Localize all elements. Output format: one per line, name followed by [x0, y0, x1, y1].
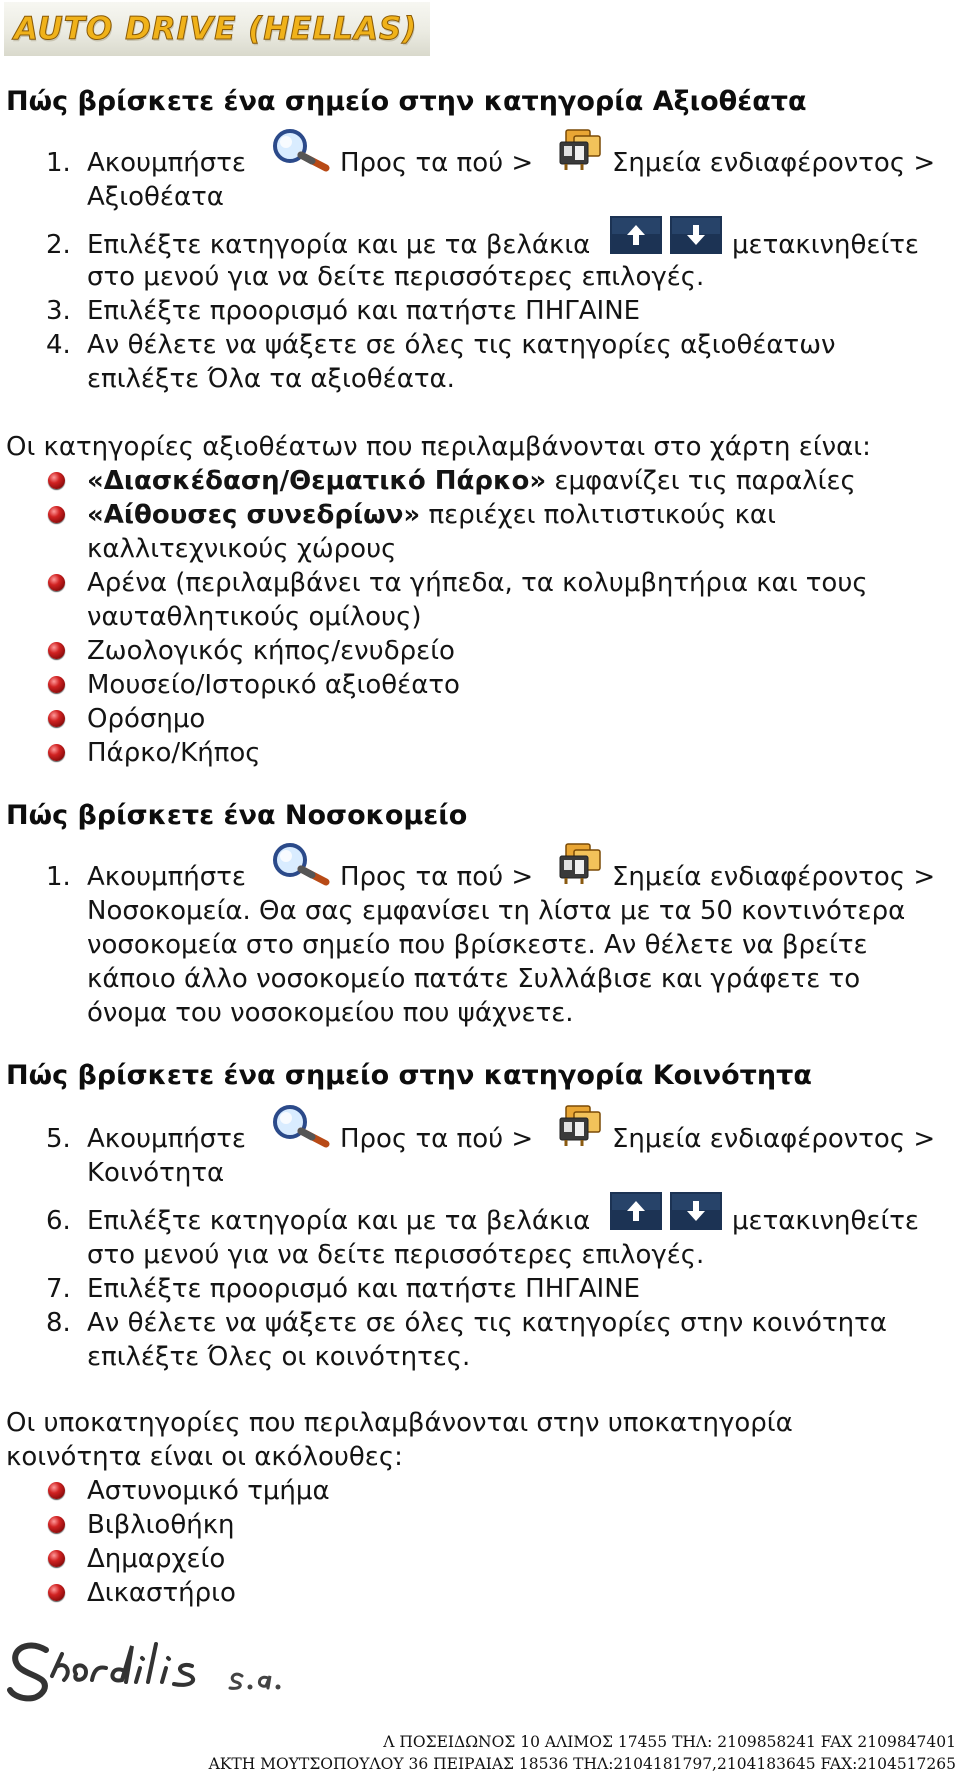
bullet-text: Πάρκο/Κήπος	[87, 738, 261, 768]
bullet-icon	[48, 1516, 65, 1533]
step-text: στο μενού για να δείτε περισσότερες επιλογές.	[87, 262, 705, 292]
bullet-text: ναυταθλητικούς ομίλους)	[87, 602, 422, 632]
bullet-text: περιέχει πολιτιστικούς και	[420, 500, 776, 530]
paragraph-text: κοινότητα είναι οι ακόλουθες:	[6, 1442, 403, 1472]
bullet-text: Δικαστήριο	[87, 1578, 236, 1608]
step-text: κάποιο άλλο νοσοκομείο πατάτε Συλλάβισε και γράφετε το	[87, 964, 861, 994]
arrow-down-icon	[670, 216, 722, 254]
section-heading-community: Πώς βρίσκετε ένα σημείο στην κατηγορία Κοινότητα	[6, 1060, 812, 1091]
step-number: 6.	[46, 1206, 71, 1236]
paragraph-text: Οι κατηγορίες αξιοθέατων που περιλαμβάνονται στο χάρτη είναι:	[6, 432, 871, 462]
step-text: Προς τα πού >	[340, 862, 534, 892]
step-text: Σημεία ενδιαφέροντος >	[612, 148, 936, 178]
bullet-text: Ορόσημο	[87, 704, 206, 734]
bullet-icon	[48, 472, 65, 489]
step-text: επιλέξτε Όλες οι κοινότητες.	[87, 1342, 471, 1372]
step-text: Επιλέξτε προορισμό και πατήστε ΠΗΓΑΙΝΕ	[87, 1274, 641, 1304]
step-text: Νοσοκομεία. Θα σας εμφανίσει τη λίστα με τα 50 κοντινότερα	[87, 896, 906, 926]
step-text: Σημεία ενδιαφέροντος >	[612, 1124, 936, 1154]
bullet-icon	[48, 506, 65, 523]
step-text: Επιλέξτε κατηγορία και με τα βελάκια	[87, 1206, 591, 1236]
brand-logo-text: AUTO DRIVE (HELLAS)	[14, 11, 418, 47]
bullet-bold: «Διασκέδαση/Θεματικό Πάρκο»	[87, 466, 547, 496]
bullet-icon	[48, 676, 65, 693]
bullet-text: Βιβλιοθήκη	[87, 1510, 235, 1540]
step-text: όνομα του νοσοκομείου που ψάχνετε.	[87, 998, 574, 1028]
step-number: 1.	[46, 862, 71, 892]
arrow-up-icon	[610, 216, 662, 254]
step-text: Προς τα πού >	[340, 148, 534, 178]
step-text: νοσοκομεία στο σημείο που βρίσκεστε. Αν θέλετε να βρείτε	[87, 930, 868, 960]
arrow-up-icon	[610, 1192, 662, 1230]
step-number: 3.	[46, 296, 71, 326]
bullet-icon	[48, 574, 65, 591]
arrow-down-icon	[670, 1192, 722, 1230]
step-text: μετακινηθείτε	[732, 230, 919, 260]
bullet-text: καλλιτεχνικούς χώρους	[87, 534, 397, 564]
step-text: Αν θέλετε να ψάξετε σε όλες τις κατηγορίες αξιοθέατων	[87, 330, 836, 360]
bullet-bold: «Αίθουσες συνεδρίων»	[87, 500, 421, 530]
step-number: 4.	[46, 330, 71, 360]
step-text: Ακουμπήστε	[87, 1124, 246, 1154]
step-text: Ακουμπήστε	[87, 148, 246, 178]
bullet-icon	[48, 642, 65, 659]
bullet-text: Δημαρχείο	[87, 1544, 226, 1574]
step-number: 2.	[46, 230, 71, 260]
step-text: Σημεία ενδιαφέροντος >	[612, 862, 936, 892]
footer-address-1: Λ ΠΟΣΕΙΔΩΝΟΣ 10 ΑΛΙΜΟΣ 17455 ΤΗΛ: 2109858241 FAX 2109847401	[383, 1733, 956, 1751]
company-signature	[6, 1632, 336, 1712]
step-text: Αξιοθέατα	[87, 182, 224, 212]
bullet-icon	[48, 744, 65, 761]
bullet-icon	[48, 1482, 65, 1499]
step-number: 7.	[46, 1274, 71, 1304]
step-number: 5.	[46, 1124, 71, 1154]
step-text: επιλέξτε Όλα τα αξιοθέατα.	[87, 364, 455, 394]
magnifier-icon	[268, 128, 330, 172]
magnifier-icon	[268, 842, 330, 886]
bullet-icon	[48, 1584, 65, 1601]
step-text: Ακουμπήστε	[87, 862, 246, 892]
step-text: Αν θέλετε να ψάξετε σε όλες τις κατηγορίες στην κοινότητα	[87, 1308, 887, 1338]
brand-logo	[4, 2, 430, 56]
bullet-text: Ζωολογικός κήπος/ενυδρείο	[87, 636, 455, 666]
section-heading-hospital: Πώς βρίσκετε ένα Νοσοκομείο	[6, 800, 468, 831]
step-text: Επιλέξτε κατηγορία και με τα βελάκια	[87, 230, 591, 260]
points-of-interest-icon	[558, 842, 604, 886]
points-of-interest-icon	[558, 128, 604, 172]
step-text: μετακινηθείτε	[732, 1206, 919, 1236]
step-number: 1.	[46, 148, 71, 178]
step-text: Επιλέξτε προορισμό και πατήστε ΠΗΓΑΙΝΕ	[87, 296, 641, 326]
bullet-text: Αστυνομικό τμήμα	[87, 1476, 330, 1506]
bullet-text: Μουσείο/Ιστορικό αξιοθέατο	[87, 670, 460, 700]
bullet-text: εμφανίζει τις παραλίες	[546, 466, 856, 496]
step-text: Προς τα πού >	[340, 1124, 534, 1154]
step-number: 8.	[46, 1308, 71, 1338]
points-of-interest-icon	[558, 1104, 604, 1148]
step-text: Κοινότητα	[87, 1158, 225, 1188]
section-heading-attractions: Πώς βρίσκετε ένα σημείο στην κατηγορία Αξιοθέατα	[6, 86, 807, 117]
paragraph-text: Οι υποκατηγορίες που περιλαμβάνονται στην υποκατηγορία	[6, 1408, 793, 1438]
step-text: στο μενού για να δείτε περισσότερες επιλογές.	[87, 1240, 705, 1270]
bullet-icon	[48, 710, 65, 727]
bullet-text: Αρένα (περιλαμβάνει τα γήπεδα, τα κολυμβητήρια και τους	[87, 568, 868, 598]
magnifier-icon	[268, 1104, 330, 1148]
footer-address-2: ΑΚΤΗ ΜΟΥΤΣΟΠΟΥΛΟΥ 36 ΠΕΙΡΑΙΑΣ 18536 ΤΗΛ:2104181797,2104183645 FAX:2104517265	[208, 1755, 956, 1773]
bullet-icon	[48, 1550, 65, 1567]
